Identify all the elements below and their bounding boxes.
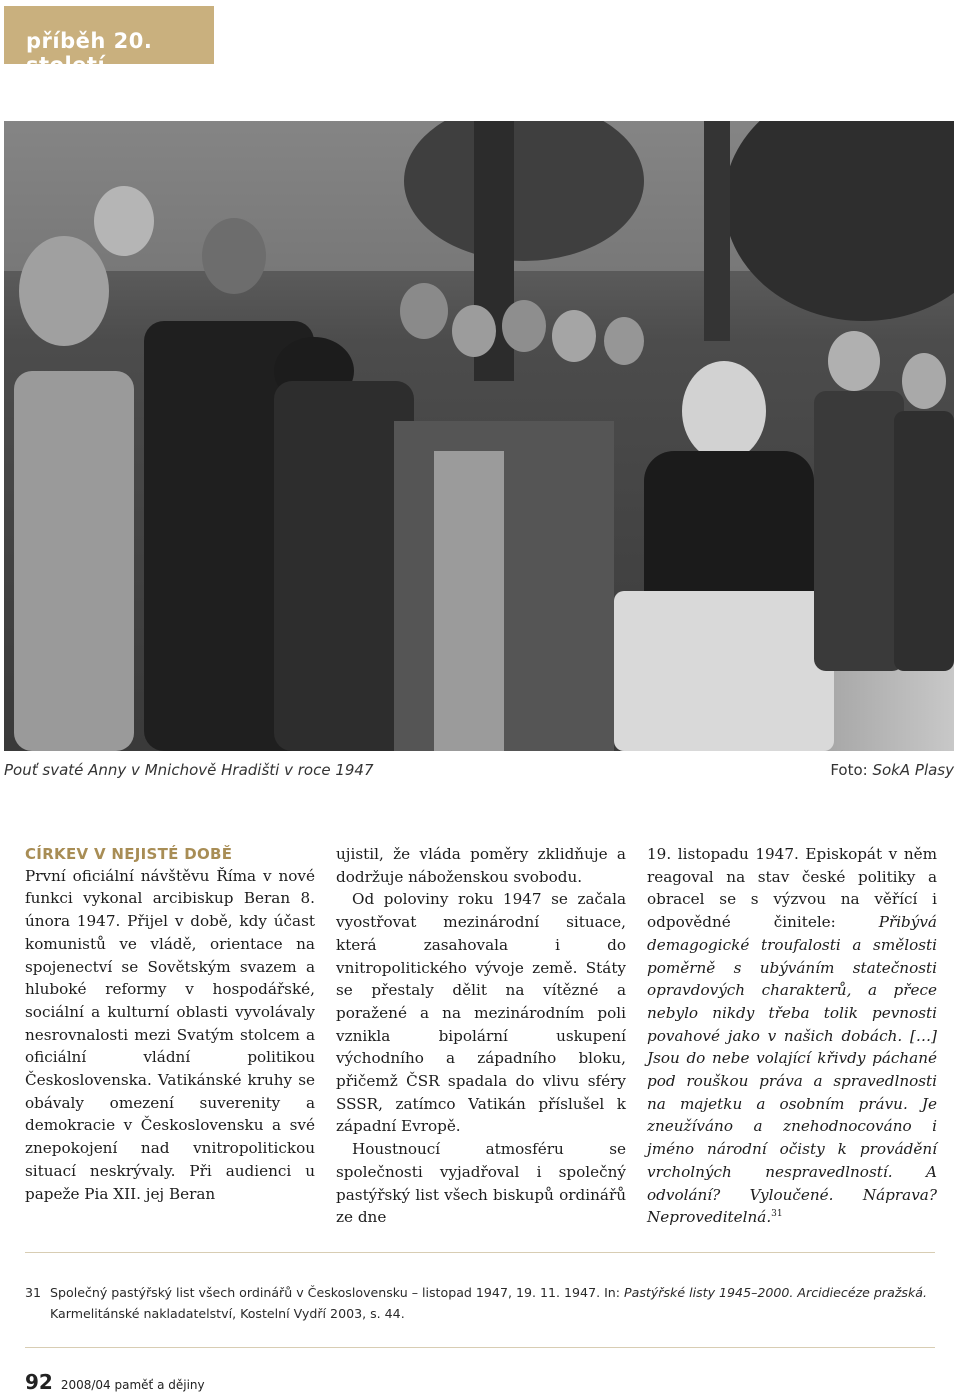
paragraph [647,843,937,1229]
footnote-divider [25,1252,935,1253]
paragraph: Od poloviny roku 1947 se začala vyostřovat mezinárodní situace, která zasahovala i do vnitropolitického vývoje země. Státy se přestaly dělit na vítězné a poražené a na mezinárodním poli vznikla bipolární uskupení východního a západního bloku, přičemž ČSR spadala do vlivu sféry SSSR, zatímco Vatikán příslušel k západní Evropě. [336,890,626,1136]
photo-credit-source: SokA Plasy [872,761,954,779]
article-column-2 [336,843,626,1229]
article-column-1 [25,843,315,1205]
footnote-text-b: Karmelitánské nakladatelství, Kostelní Vydří 2003, s. 44. [50,1306,405,1321]
paragraph: První oficiální návštěvu Říma v nové funkci vykonal arcibiskup Beran 8. února 1947. Přijel v době, kdy účast komunistů ve vládě, orientace na spojenectví se Sovětským svazem a hluboké reformy v hospodářské, sociální a kulturní oblasti vyvolávaly nesrovnalosti mezi Svatým stolcem a oficiální vládní politikou Československa. Vatikánské kruhy se obávaly omezení suverenity a demokracie v Československu a své znepokojení nad vnitropolitickou situací neskrývaly. Při audienci u papeže Pia XII. jej Beran [25,866,315,1203]
photo-image [4,121,954,751]
article-column-3 [647,843,937,1229]
footnote-title: Pastýřské listy 1945–2000. Arcidiecéze pražská. [624,1285,928,1300]
paragraph: Houstnoucí atmosféru se společnosti vyjadřoval i společný pastýřský list všech biskupů ordinářů ze dne [336,1140,626,1227]
paragraph-text: 19. listopadu 1947. Episkopát v něm reagoval na stav české politiky a obracel se s výzvou na věřící i odpovědné činitele: [647,845,937,932]
footnote-text [50,1282,940,1324]
issue-label: 2008/04 paměť a dějiny [60,1378,205,1392]
paragraph: ujistil, že vláda poměry zklidňuje a dodržuje náboženskou svobodu. [336,845,626,886]
section-tab: příběh 20. století [4,6,214,64]
folio-divider [25,1347,935,1348]
photo-caption-row [4,761,954,783]
photo-credit-prefix: Foto: [830,761,873,779]
photo-caption: Pouť svaté Anny v Mnichově Hradišti v roce 1947 [4,761,374,779]
footnote-number: 31 [25,1285,42,1300]
photo-credit [830,761,954,779]
pastoral-letter-quote: Přibývá demagogické troufalosti a smělosti poměrně s ubýváním statečnosti opravdových charakterů, a přece nebylo nikdy třeba tolik pevnosti povahové jako v našich dobách. […] Jsou do nebe volající křivdy páchané pod rouškou práva a spravedlnosti na majetku a osobním právu. Je zneužíváno a znehodnocováno i jméno národní očisty k provádění vrcholných nespravedlností. A odvolání? Vyloučené. Náprava? Neproveditelná. [647,913,937,1227]
article-photo [4,121,954,751]
footnote-text-a: Společný pastýřský list všech ordinářů v Československu – listopad 1947, 19. 11. 1947. In: [50,1285,625,1300]
article-heading: CÍRKEV V NEJISTÉ DOBĚ [25,845,233,863]
page-number: 92 [25,1370,53,1394]
page-folio [25,1370,205,1396]
footnote [25,1282,940,1324]
footnote-reference[interactable]: 31 [771,1209,783,1220]
